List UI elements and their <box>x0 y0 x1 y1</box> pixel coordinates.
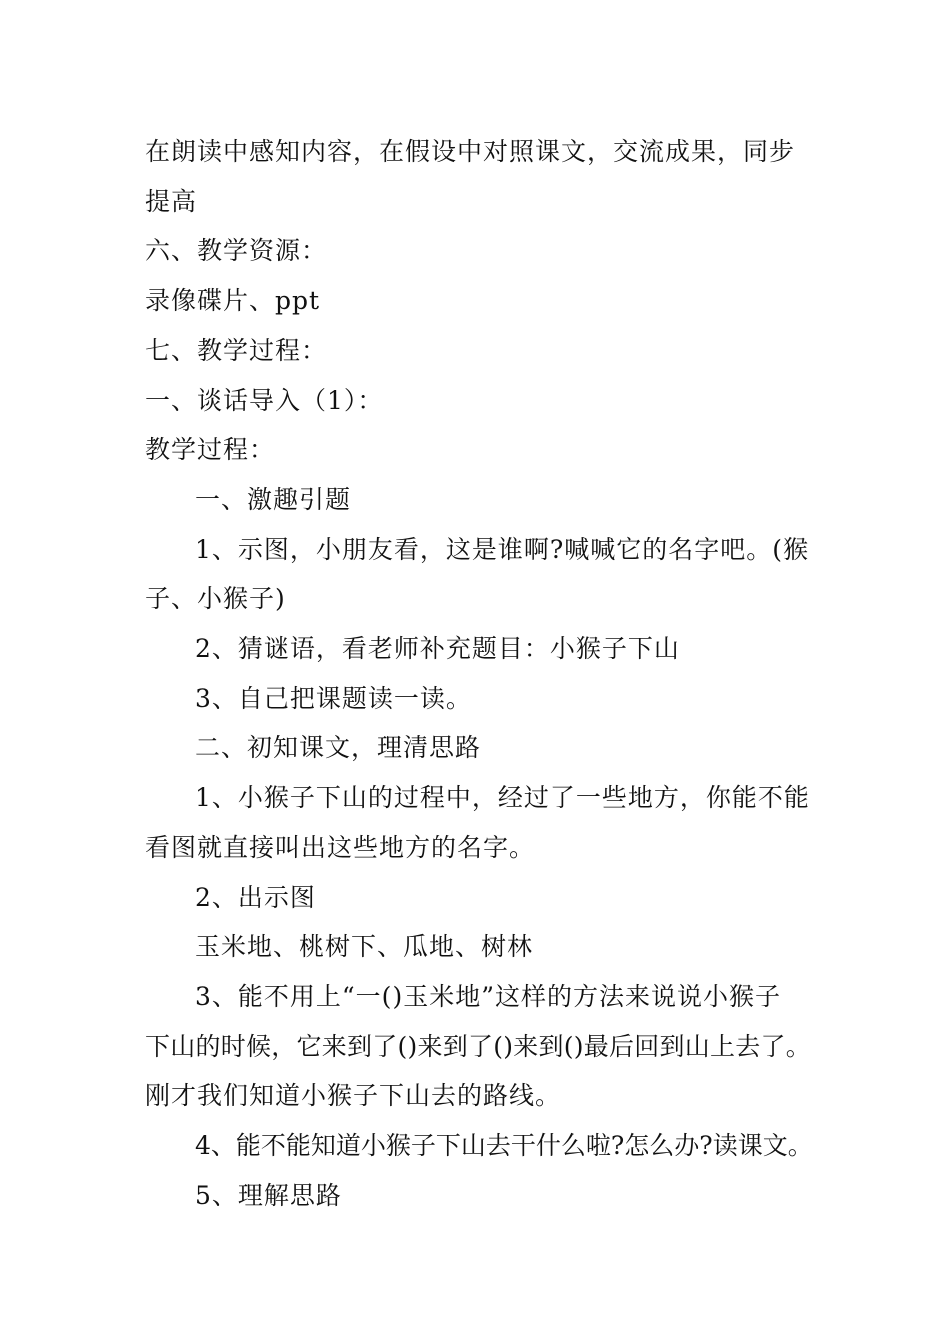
paragraph: 二、初知课文，理清思路 <box>195 733 482 763</box>
document-body <box>145 127 815 1220</box>
paragraph: 子、小猴子) <box>145 584 286 614</box>
paragraph: 3、自己把课题读一读。 <box>195 683 472 713</box>
paragraph: 下山的时候，它来到了()来到了()来到()最后回到山上去了。 <box>145 1031 812 1061</box>
paragraph: 一、谈话导入（1）： <box>145 385 384 415</box>
paragraph: 刚才我们知道小猴子下山去的路线。 <box>145 1081 562 1111</box>
paragraph: 5、理解思路 <box>195 1180 342 1210</box>
paragraph: 2、猜谜语，看老师补充题目：小猴子下山 <box>195 634 680 664</box>
paragraph: 提高 <box>145 186 198 216</box>
paragraph: 一、激趣引题 <box>195 484 352 514</box>
paragraph: 六、教学资源： <box>145 236 328 266</box>
paragraph: 3、能不用上“一()玉米地”这样的方法来说说小猴子 <box>195 981 781 1011</box>
paragraph: 看图就直接叫出这些地方的名字。 <box>145 832 536 862</box>
paragraph: 录像碟片、ppt <box>145 286 321 316</box>
paragraph: 七、教学过程： <box>145 335 328 365</box>
paragraph: 1、示图，小朋友看，这是谁啊?喊喊它的名字吧。(猴 <box>195 534 810 564</box>
paragraph: 4、能不能知道小猴子下山去干什么啦?怎么办?读课文。 <box>195 1131 813 1161</box>
paragraph: 1、小猴子下山的过程中，经过了一些地方，你能不能 <box>195 783 810 813</box>
paragraph: 在朗读中感知内容，在假设中对照课文，交流成果，同步 <box>145 137 796 166</box>
paragraph: 教学过程： <box>145 435 276 465</box>
paragraph: 2、出示图 <box>195 882 316 912</box>
paragraph: 玉米地、桃树下、瓜地、树林 <box>195 932 534 962</box>
